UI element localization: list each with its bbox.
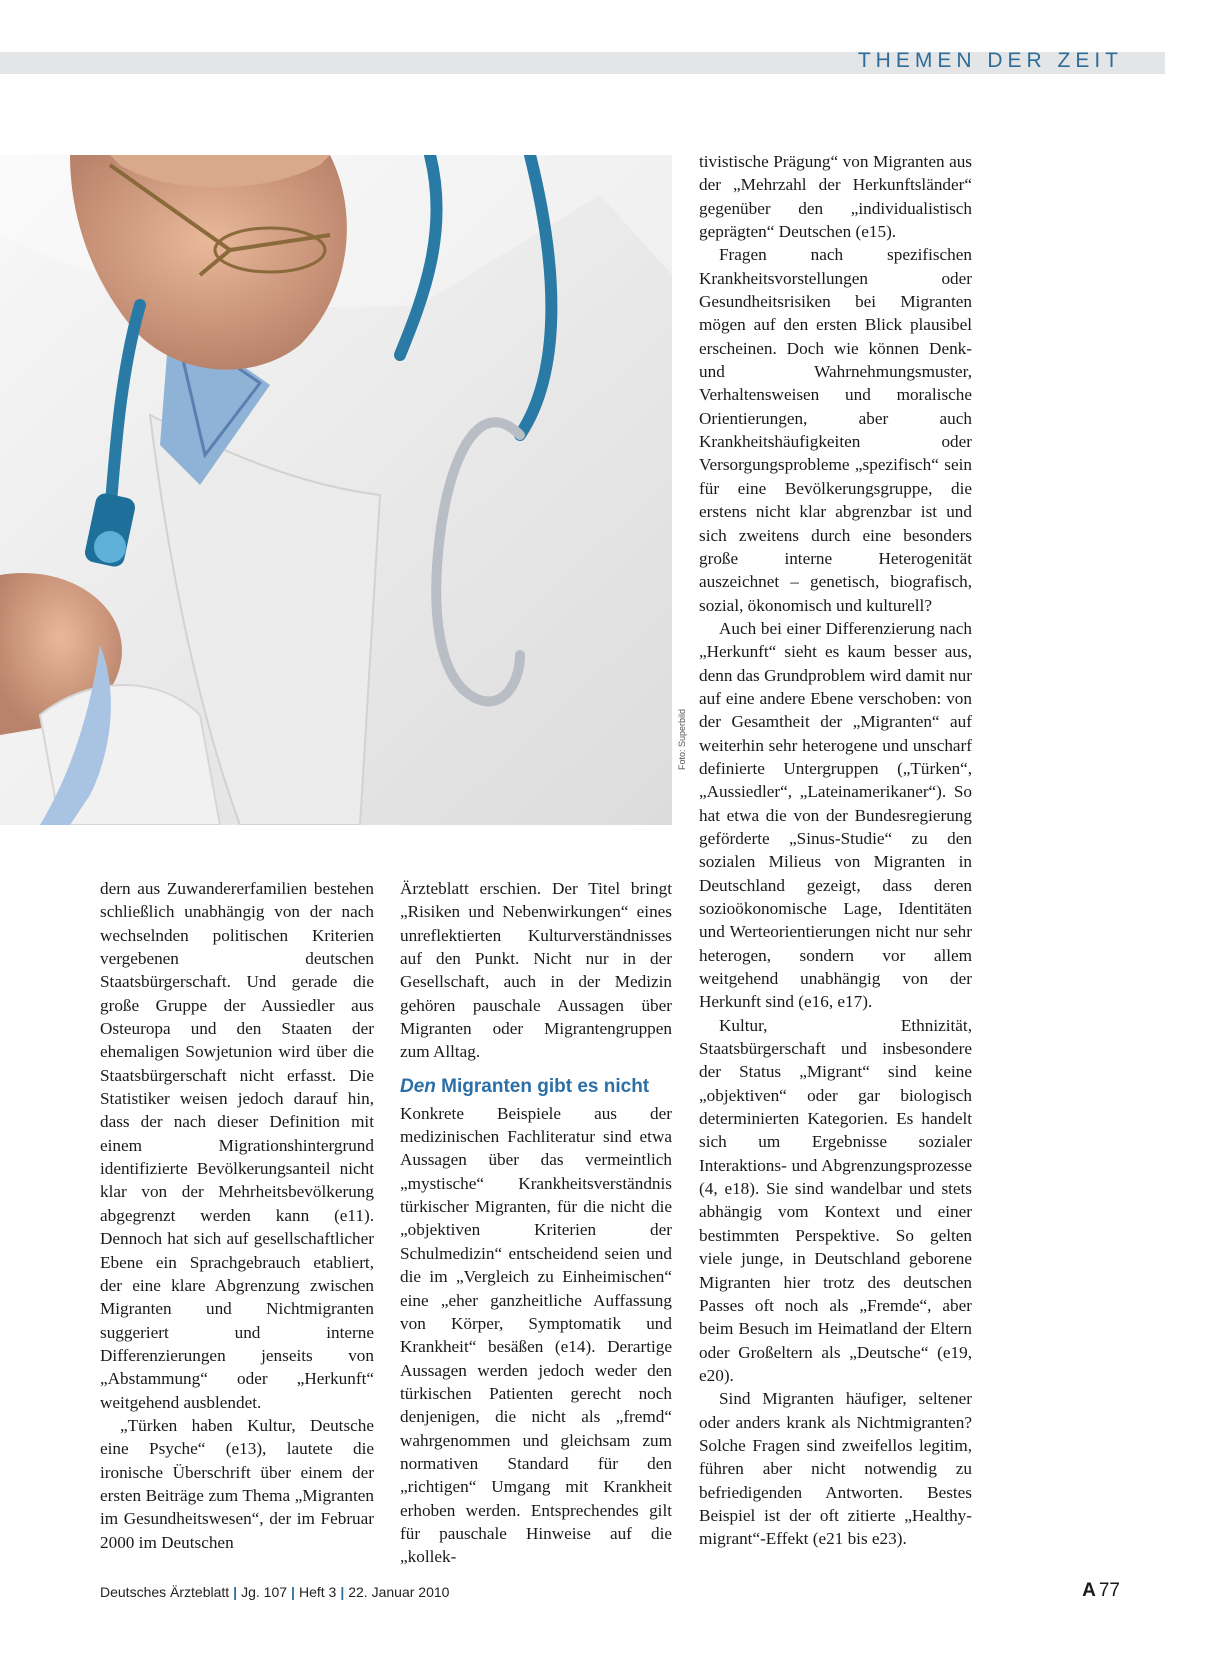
issue: Heft 3	[298, 1584, 337, 1600]
paragraph: Konkrete Beispiele aus der medizinischen Fachliteratur sind etwa Aussagen über das vermeintlich „mystische“ Krankheitsverständnis türkischer Migranten, für die nicht die „objektiven Kriterien der Schulmedizin“ entscheidend seien und die im „Vergleich zu Einheimischen“ eine „eher ganzheitliche Auffassung von Körper, Symptomatik und Krankheit“ besäßen (e14). Derartige Aussagen werden jedoch weder den türkischen Patienten gerecht noch denjenigen, die nicht als „fremd“ wahrgenommen und gleichsam zum normativen Standard für den „richtigen“ Umgang mit Krankheit erhoben werden. Entsprechendes gilt für pauschale Hinweise auf die „kollek-	[400, 1103, 672, 1567]
paragraph: Auch bei einer Differenzierung nach „Herkunft“ sieht es kaum besser aus, denn das Grundproblem wird damit nur auf eine andere Ebene verschoben: von der Gesamtheit der „Migranten“ auf weiterhin sehr heterogene und unscharf definierte Untergruppen („Türken“, „Aussiedler“, „Lateinamerikaner“). So hat etwa die von der Bundesregierung geförderte „Sinus-Studie“ zu den sozialen Milieus von Migranten in Deutschland gezeigt, dass deren sozioökonomische Lage, Identitäten und Werteorientierungen nicht nur sehr heterogen, sondern vor allem weitgehend unabhängig von der Herkunft sind (e16, e17).	[699, 618, 972, 1012]
photo-credit: Foto: Superbild	[677, 708, 687, 770]
paragraph: Kultur, Ethnizität, Staatsbürgerschaft und insbesondere der Status „Migrant“ sind keine „objektiven“ oder gar biologisch determinierten Kategorien. Es handelt sich um Ergebnisse sozialer Interaktions- und Abgrenzungsprozesse (4, e18). Sie sind wandelbar und stets abhängig vom Kontext und einer bestimmten Perspektive. So gelten viele junge, in Deutschland geborene Migranten hier trotz des deutschen Passes oft noch als „Fremde“, aber beim Besuch im Heimatland der Eltern oder Großeltern als „Deutsche“ (e19, e20).	[699, 1015, 972, 1385]
separator: |	[233, 1584, 238, 1600]
paragraph: Sind Migranten häufiger, seltener oder anders krank als Nichtmigranten? Solche Fragen sind zweifellos legitim, führen aber nicht notwendig zu befriedigenden Antworten. Bestes Beispiel ist der oft zitierte „Healthy-migrant“-Effekt (e21 bis e23).	[699, 1389, 972, 1549]
text-column-2	[400, 877, 672, 1569]
page-number	[1082, 1580, 1120, 1602]
text-column-3	[699, 150, 972, 1551]
footer-citation	[100, 1583, 449, 1601]
paragraph: Ärzteblatt erschien. Der Titel bringt „Risiken und Nebenwirkungen“ eines unreflektierten Kulturverständnisses auf den Punkt. Nicht nur in der Gesellschaft, auch in der Medizin gehören pauschale Aussagen über Migranten oder Migrantengruppen zum Alltag.	[400, 879, 672, 1062]
paragraph: Fragen nach spezifischen Krankheitsvorstellungen oder Gesundheitsrisiken bei Migranten mögen auf den ersten Blick plausibel erscheinen. Doch wie können Denk- und Wahrnehmungsmuster, Verhaltensweisen und moralische Orientierungen, aber auch Krankheitshäufigkeiten oder Versorgungsprobleme „spezifisch“ sein für eine Bevölkerungsgruppe, die erstens nicht klar abgrenzbar ist und sich zweitens durch eine besonders große interne Heterogenität auszeichnet – genetisch, biografisch, sozial, ökonomisch und kulturell?	[699, 245, 972, 615]
paragraph: tivistische Prägung“ von Migranten aus der „Mehrzahl der Herkunftsländer“ gegenüber den „individualistisch geprägten“ Deutschen (e15).	[699, 152, 972, 242]
page-prefix: A	[1082, 1580, 1096, 1601]
separator: |	[340, 1584, 345, 1600]
separator: |	[291, 1584, 295, 1600]
page-number-value: 77	[1098, 1580, 1120, 1601]
doctor-photo	[0, 155, 672, 825]
section-label: THEMEN DER ZEIT	[857, 49, 1123, 72]
issue-date: 22. Januar 2010	[348, 1584, 450, 1600]
subheading-text: Migranten gibt es nicht	[435, 1075, 650, 1097]
subheading-italic: Den	[400, 1075, 436, 1097]
journal-name: Deutsches Ärzteblatt	[100, 1584, 230, 1600]
paragraph: „Türken haben Kultur, Deutsche eine Psyche“ (e13), lautete die ironische Überschrift über einem der ersten Beiträge zum Thema „Migranten im Gesundheitswesen“, der im Februar 2000 im Deutschen	[100, 1415, 374, 1552]
text-column-1	[100, 877, 374, 1554]
paragraph: dern aus Zuwandererfamilien bestehen schließlich unabhängig von der nach wechselnden politischen Kriterien vergebenen deutschen Staatsbürgerschaft. Und gerade die große Gruppe der Aussiedler aus Osteuropa und den Staaten der ehemaligen Sowjetunion wird über die Staatsbürgerschaft nicht erfasst. Die Statistiker weisen jedoch darauf hin, dass der nach dieser Definition mit einem Migrationshintergrund identifizierte Bevölkerungsanteil nicht klar von der Mehrheitsbevölkerung abgegrenzt werden kann (e11). Dennoch hat sich auf gesellschaftlicher Ebene ein Sprachgebrauch etabliert, der eine klare Abgrenzung zwischen Migranten und Nichtmigranten suggeriert und interne Differenzierungen jenseits von „Abstammung“ oder „Herkunft“ weitgehend ausblendet.	[100, 879, 374, 1412]
volume: Jg. 107	[241, 1584, 288, 1600]
subheading	[400, 1074, 672, 1100]
